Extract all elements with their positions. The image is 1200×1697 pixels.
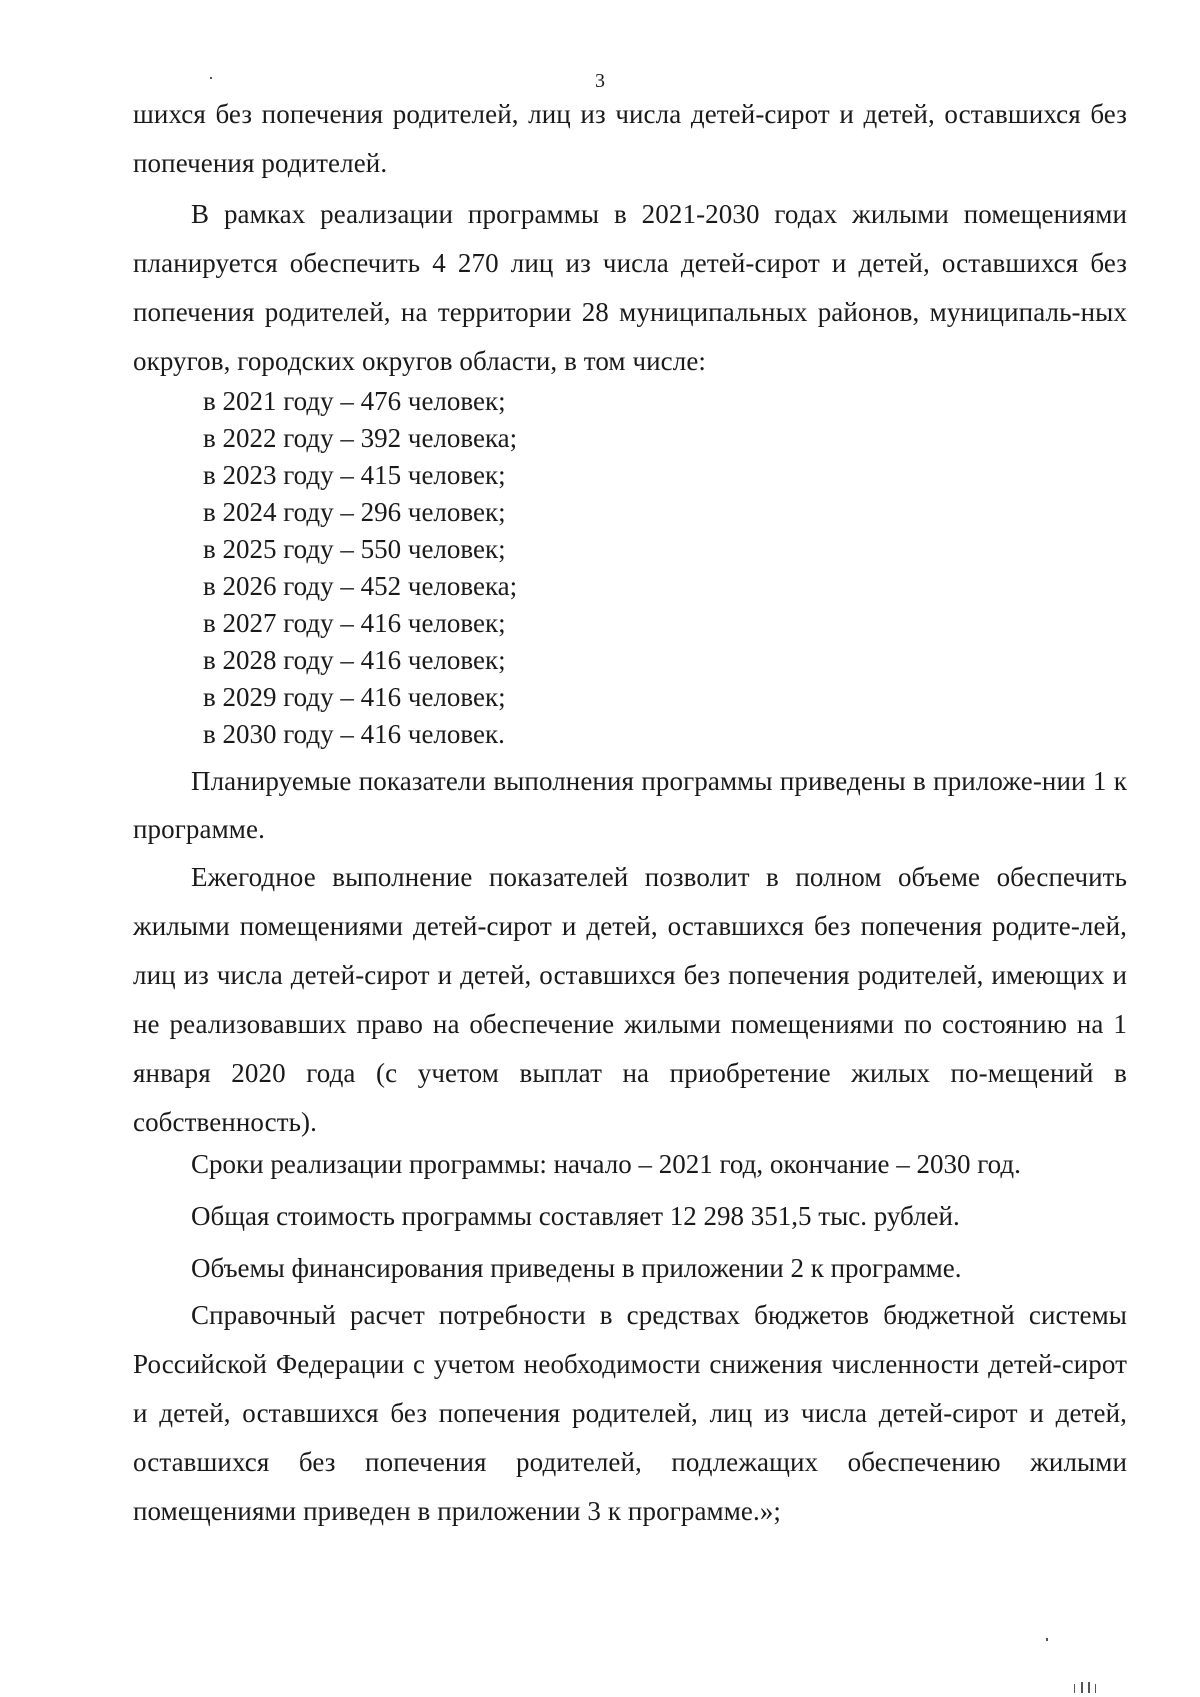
page-number: 3 [595,70,605,92]
scan-artifact-tick [1088,1682,1090,1693]
scan-artifact-dot [1046,1638,1048,1641]
list-item-2022: в 2022 году – 392 человека; [203,423,518,453]
scan-artifact-tick [1095,1684,1096,1693]
paragraph-continuation: шихся без попечения родителей, лиц из числа детей-сирот и детей, оставшихся без попечения родителей. [133,99,1127,178]
list-item-2030: в 2030 году – 416 человек. [203,719,505,749]
scan-artifact-dot [210,77,212,79]
scan-artifact-tick [1074,1684,1075,1693]
yearly-plan-list [203,383,1103,753]
scan-artifact-tick [1081,1682,1083,1693]
list-item-2027: в 2027 году – 416 человек; [203,608,506,638]
paragraph-annual-execution: Ежегодное выполнение показателей позволит в полном объеме обеспечить жилыми помещениями детей-сирот и детей, оставшихся без попечения родите-лей, лиц из числа детей-сирот и детей, оставшихся без попечения родителей, имеющих и не реализовавших право на обеспечение жилыми помещениями по состоянию на 1 января 2020 года (с учетом выплат на приобретение жилых по-мещений в собственность). [133,862,1127,1137]
list-item-2024: в 2024 году – 296 человек; [203,497,506,527]
paragraph-indicators: Планируемые показатели выполнения программы приведены в приложе-нии 1 к программе. [133,766,1127,844]
paragraph-terms: Сроки реализации программы: начало – 2021 год, окончание – 2030 год. [191,1149,1021,1179]
paragraph-financing: Объемы финансирования приведены в приложении 2 к программе. [191,1253,962,1283]
list-item-2028: в 2028 году – 416 человек; [203,645,506,675]
paragraph-total-cost: Общая стоимость программы составляет 12 298 351,5 тыс. рублей. [191,1201,960,1231]
list-item-2025: в 2025 году – 550 человек; [203,534,506,564]
list-item-2029: в 2029 году – 416 человек; [203,682,506,712]
list-item-2023: в 2023 году – 415 человек; [203,460,506,490]
list-item-2021: в 2021 году – 476 человек; [203,386,506,416]
paragraph-plan-intro: В рамках реализации программы в 2021-2030 годах жилыми помещениями планируется обеспечить 4 270 лиц из числа детей-сирот и детей, оставшихся без попечения родителей, на территории 28 муниципальных районов, муниципаль-ных округов, городских округов области, в том числе: [133,199,1127,376]
list-item-2026: в 2026 году – 452 человека; [203,571,518,601]
paragraph-reference-calculation: Справочный расчет потребности в средствах бюджетов бюджетной системы Российской Федерации с учетом необходимости снижения численности детей-сирот и детей, оставшихся без попечения родителей, лиц из числа детей-сирот и детей, оставшихся без попечения родителей, подлежащих обеспечению жилыми помещениями приведен в приложении 3 к программе.»; [133,1300,1127,1526]
